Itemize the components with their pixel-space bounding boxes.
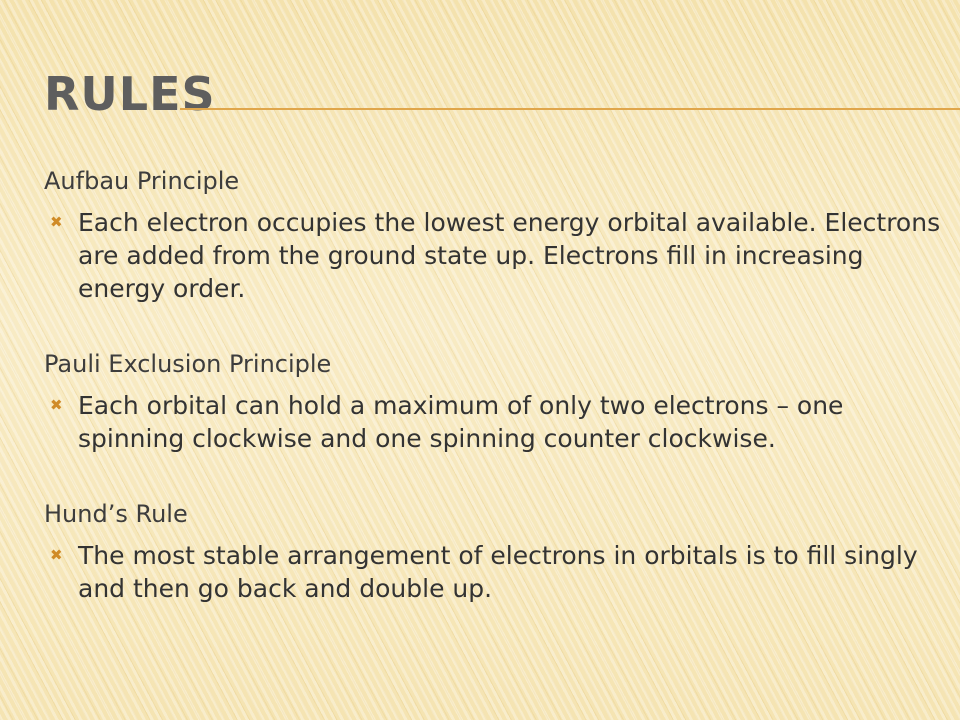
bullet-text-hund: The most stable arrangement of electrons in orbitals is to fill singly and then go back and double up.	[78, 541, 918, 603]
bullet-item-aufbau	[44, 206, 944, 305]
bullet-text-aufbau: Each electron occupies the lowest energy orbital available. Electrons are added from the ground state up. Electrons fill in increasing energy order.	[78, 208, 941, 303]
x-mark-bullet-icon: ✖	[50, 396, 63, 414]
x-mark-bullet-icon: ✖	[50, 213, 63, 231]
bullet-item-hund	[44, 539, 944, 605]
section-heading-pauli: Pauli Exclusion Principle	[44, 350, 332, 378]
x-mark-bullet-icon: ✖	[50, 546, 63, 564]
bullet-text-pauli: Each orbital can hold a maximum of only two electrons – one spinning clockwise and one spinning counter clockwise.	[78, 391, 844, 453]
slide-content	[44, 166, 944, 605]
section-spacer	[44, 455, 944, 499]
section-heading-hund: Hund’s Rule	[44, 500, 188, 528]
section-heading-aufbau: Aufbau Principle	[44, 167, 240, 195]
bullet-item-pauli	[44, 389, 944, 455]
title-underline	[180, 108, 960, 110]
section-spacer	[44, 305, 944, 349]
slide-title: RULES	[44, 67, 216, 121]
